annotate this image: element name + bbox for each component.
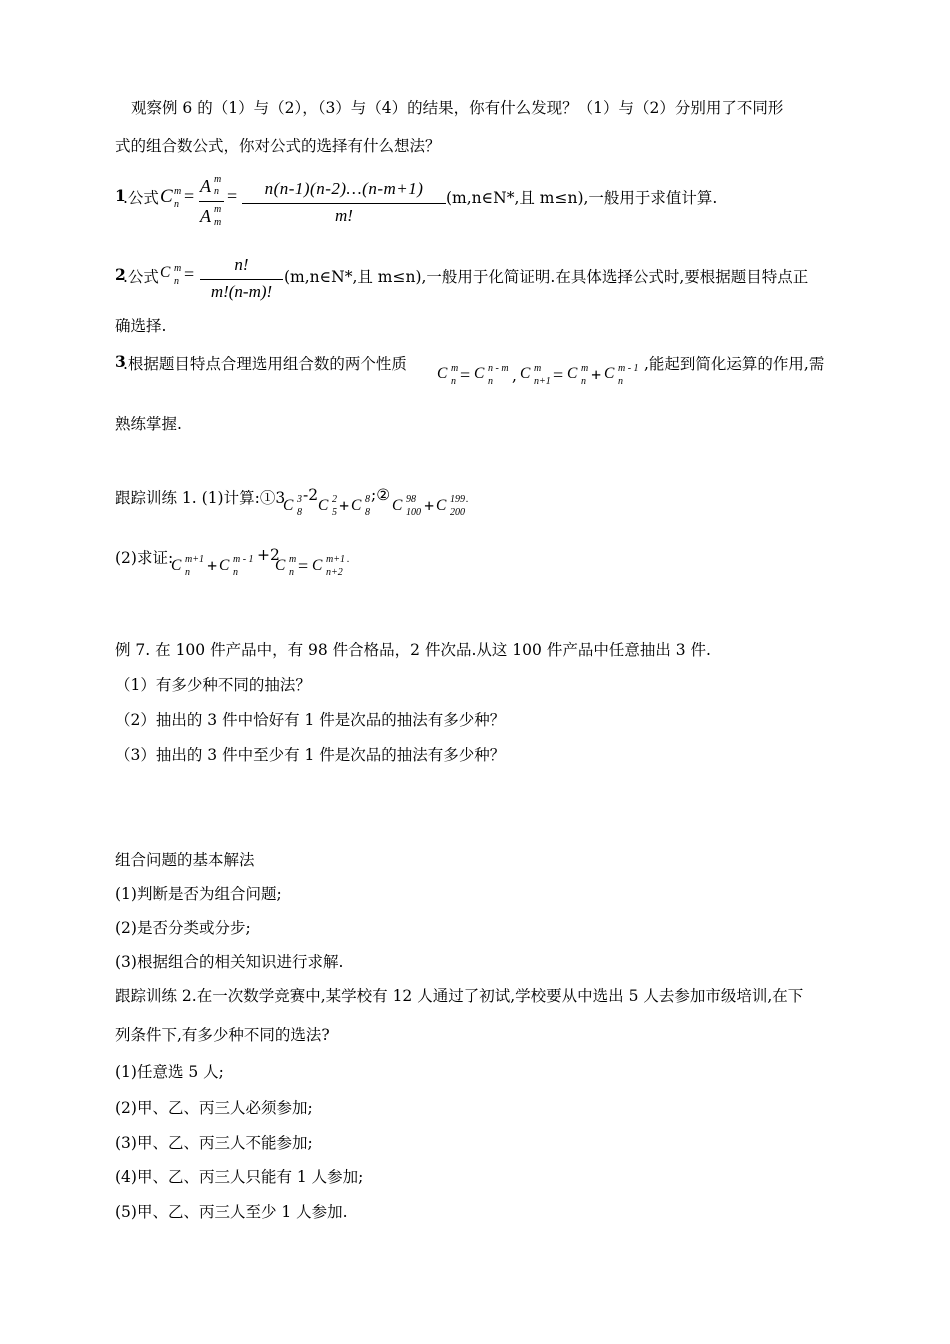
point-2-number: 2 bbox=[115, 265, 126, 284]
point-2-line-2: 确选择. bbox=[115, 317, 167, 335]
sup-199: 199 bbox=[450, 494, 465, 505]
point-3-tail: ,能起到简化运算的作用,需 bbox=[644, 355, 825, 373]
sub-n: n bbox=[214, 186, 219, 197]
method-step-1: (1)判断是否为组合问题; bbox=[115, 885, 282, 903]
sub-8: 8 bbox=[365, 507, 370, 518]
sup-m-plus-1: m+1 bbox=[185, 554, 204, 565]
comma: , bbox=[512, 367, 517, 385]
sub-n: n bbox=[618, 376, 623, 387]
point-2-lead: .公式 bbox=[123, 268, 159, 286]
sub-n-plus-1: n+1 bbox=[534, 376, 551, 387]
method-step-2: (2)是否分类或分步; bbox=[115, 919, 251, 937]
example-7-question-2: （2）抽出的 3 件中恰好有 1 件是次品的抽法有多少种？ bbox=[115, 711, 506, 729]
sub-n: n bbox=[233, 567, 238, 578]
sup-m: m bbox=[214, 204, 222, 215]
fraction-bar bbox=[200, 279, 283, 280]
sup-n-minus-m: n - m bbox=[488, 363, 509, 374]
equals-sign: = bbox=[460, 365, 471, 385]
fraction-denominator: m! bbox=[335, 206, 353, 225]
arrangement-symbol: A bbox=[200, 176, 211, 196]
fraction-numerator: n! bbox=[234, 255, 249, 274]
sup-m-minus-1: m - 1 bbox=[618, 363, 639, 374]
combination-symbol: C bbox=[520, 365, 531, 382]
fraction-bar bbox=[242, 203, 446, 204]
point-1-condition: (m,n∈N*,且 m≤n),一般用于求值计算. bbox=[446, 189, 718, 207]
equals-sign: = bbox=[227, 186, 238, 206]
sup-98: 98 bbox=[406, 494, 416, 505]
combination-symbol: C bbox=[312, 557, 323, 574]
combination-symbol: C bbox=[436, 497, 447, 514]
sup-m: m bbox=[581, 363, 589, 374]
intro-line-2: 式的组合数公式，你对公式的选择有什么想法？ bbox=[115, 137, 441, 155]
sup-m: m bbox=[451, 363, 459, 374]
fraction-denominator: m!(n-m)! bbox=[210, 282, 273, 301]
sup-m-plus-1: m+1 bbox=[326, 554, 345, 565]
sup-m: m bbox=[289, 554, 297, 565]
practice-2-condition-4: (4)甲、乙、丙三人只能有 1 人参加; bbox=[115, 1168, 364, 1186]
fraction-numerator: n(n-1)(n-2)…(n-m+1) bbox=[264, 179, 424, 198]
practice-1-part-1-lead: 跟踪训练 1. (1)计算:①3 bbox=[115, 489, 286, 507]
sup-m-minus-1: m - 1 bbox=[233, 554, 254, 565]
sub-n: n bbox=[185, 567, 190, 578]
plus-sign: + bbox=[424, 496, 435, 516]
point-1-lead: .公式 bbox=[123, 189, 159, 207]
sub-200: 200 bbox=[450, 507, 465, 518]
sub-n: n bbox=[174, 199, 179, 210]
sub-8: 8 bbox=[297, 507, 302, 518]
combination-symbol: C bbox=[437, 365, 448, 382]
practice-1-plus-2: +2 bbox=[257, 546, 280, 564]
example-7-question-3: （3）抽出的 3 件中至少有 1 件是次品的抽法有多少种？ bbox=[115, 746, 506, 764]
sup-m: m bbox=[174, 263, 182, 274]
sup-m: m bbox=[214, 174, 222, 185]
combination-symbol: C bbox=[318, 497, 329, 514]
point-2-condition: (m,n∈N*,且 m≤n),一般用于化简证明.在具体选择公式时,要根据题目特点正 bbox=[284, 268, 809, 286]
sup-2: 2 bbox=[332, 494, 337, 505]
period: . bbox=[466, 494, 469, 505]
sub-m: m bbox=[214, 217, 222, 228]
plus-sign: + bbox=[591, 365, 602, 385]
method-title: 组合问题的基本解法 bbox=[115, 851, 255, 869]
sub-100: 100 bbox=[406, 507, 421, 518]
practice-2-line-1: 跟踪训练 2.在一次数学竞赛中,某学校有 12 人通过了初试,学校要从中选出 5 人去参加市级培训,在下 bbox=[115, 987, 804, 1005]
point-3-lead: .根据题目特点合理选用组合数的两个性质 bbox=[123, 355, 407, 373]
combination-symbol: C bbox=[275, 557, 286, 574]
practice-2-condition-2: (2)甲、乙、丙三人必须参加; bbox=[115, 1099, 313, 1117]
combination-symbol: C bbox=[392, 497, 403, 514]
sub-n: n bbox=[174, 276, 179, 287]
combination-symbol: C bbox=[171, 557, 182, 574]
point-3-number: 3 bbox=[115, 352, 126, 371]
combination-symbol: C bbox=[160, 264, 171, 281]
sup-m: m bbox=[534, 363, 542, 374]
sub-5: 5 bbox=[332, 507, 337, 518]
practice-2-condition-1: (1)任意选 5 人; bbox=[115, 1063, 224, 1081]
practice-2-line-2: 列条件下,有多少种不同的选法? bbox=[115, 1026, 330, 1044]
sup-m: m bbox=[174, 186, 182, 197]
equals-sign: = bbox=[184, 186, 195, 206]
practice-1-minus-2: -2 bbox=[303, 486, 319, 504]
combination-symbol: C bbox=[567, 365, 578, 382]
combination-symbol: C bbox=[283, 497, 294, 514]
sub-n: n bbox=[289, 567, 294, 578]
sub-n-plus-2: n+2 bbox=[326, 567, 343, 578]
period: . bbox=[347, 554, 350, 565]
sup-3: 3 bbox=[297, 494, 302, 505]
method-step-3: (3)根据组合的相关知识进行求解. bbox=[115, 953, 344, 971]
sub-n: n bbox=[488, 376, 493, 387]
practice-2-condition-3: (3)甲、乙、丙三人不能参加; bbox=[115, 1134, 313, 1152]
practice-1-part-2-lead: (2)求证: bbox=[115, 549, 174, 567]
combination-symbol: C bbox=[474, 365, 485, 382]
example-7-question-1: （1）有多少种不同的抽法？ bbox=[115, 676, 311, 694]
combination-symbol: C bbox=[604, 365, 615, 382]
plus-sign: + bbox=[207, 556, 218, 576]
example-7-stem: 例 7. 在 100 件产品中，有 98 件合格品，2 件次品.从这 100 件产品中任意抽出 3 件. bbox=[115, 641, 711, 659]
point-1-number: 1 bbox=[115, 186, 126, 205]
practice-2-condition-5: (5)甲、乙、丙三人至少 1 人参加. bbox=[115, 1203, 348, 1221]
equals-sign: = bbox=[298, 556, 309, 576]
combination-symbol: C bbox=[351, 497, 362, 514]
fraction-bar bbox=[199, 201, 224, 202]
point-3-line-2: 熟练掌握. bbox=[115, 415, 182, 433]
plus-sign: + bbox=[339, 496, 350, 516]
combination-symbol: C bbox=[219, 557, 230, 574]
arrangement-symbol: A bbox=[200, 206, 211, 226]
sub-n: n bbox=[451, 376, 456, 387]
equals-sign: = bbox=[553, 365, 564, 385]
combination-symbol: C bbox=[160, 186, 173, 207]
equals-sign: = bbox=[184, 264, 195, 284]
intro-line-1: 观察例 6 的（1）与（2），（3）与（4）的结果，你有什么发现？（1）与（2）分别用了不同形 bbox=[131, 99, 784, 117]
sup-8: 8 bbox=[365, 494, 370, 505]
sub-n: n bbox=[581, 376, 586, 387]
practice-1-item-2-marker: ;② bbox=[371, 486, 391, 504]
